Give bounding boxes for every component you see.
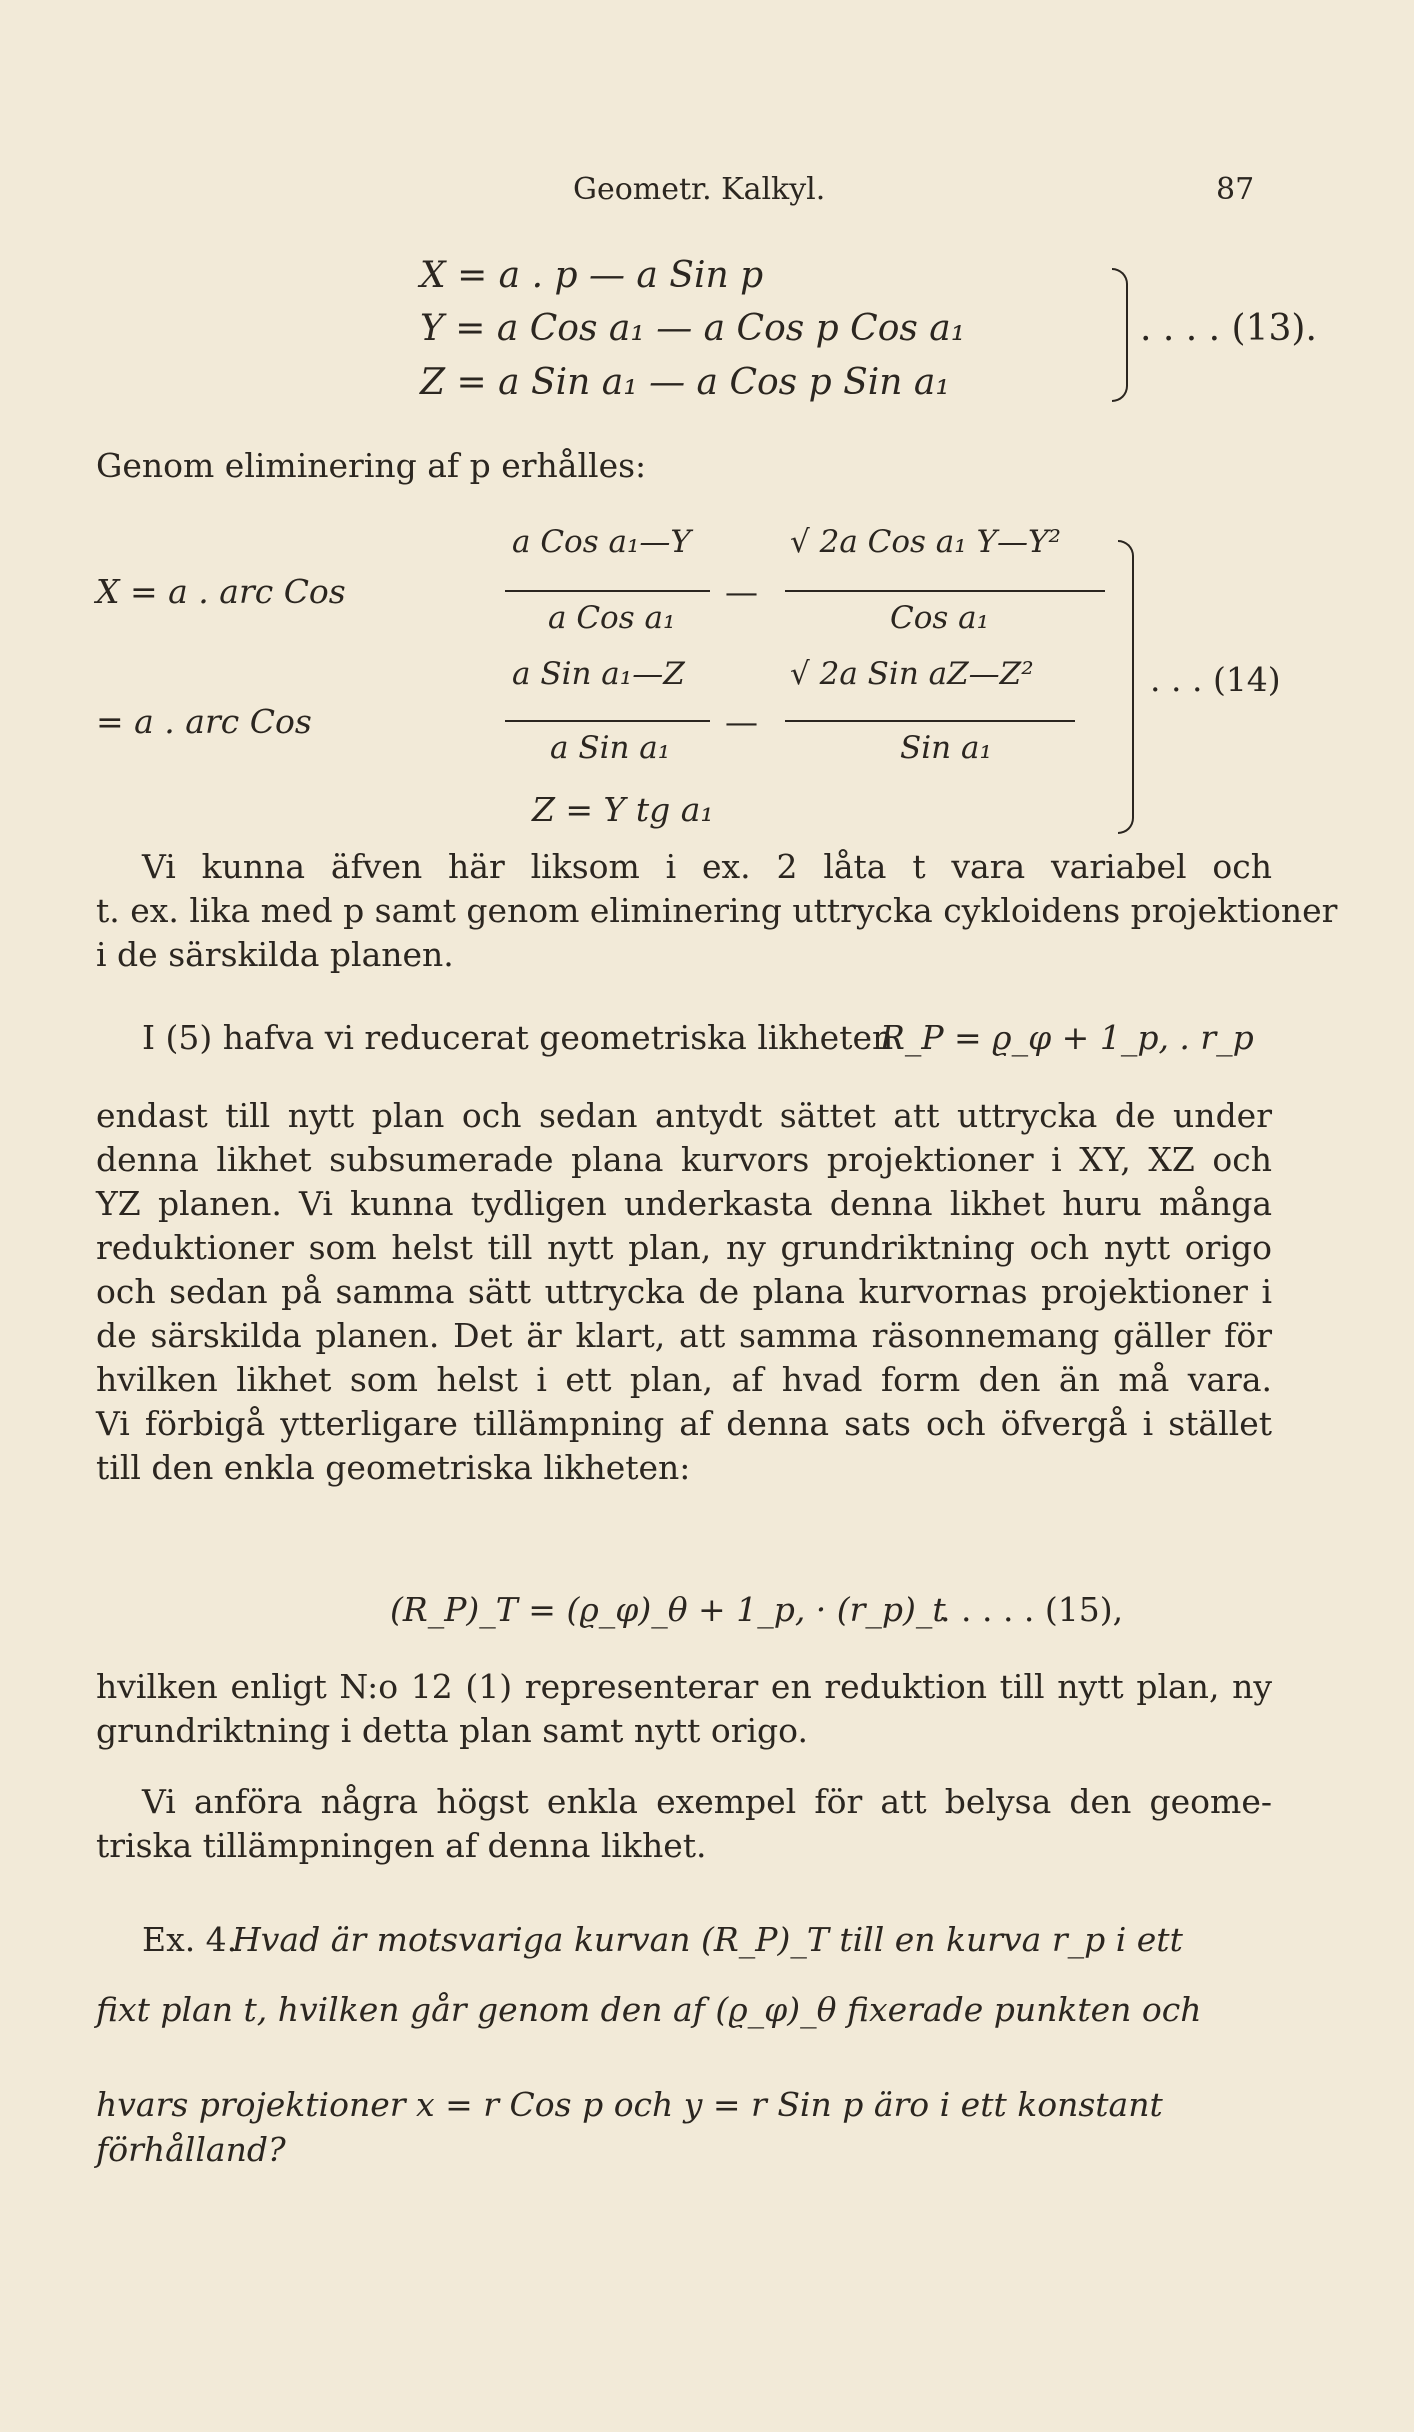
paragraph-1-line-2: t. ex. lika med p samt genom eliminering uttrycka cykloidens projektioner bbox=[96, 891, 1338, 930]
paragraph-3-line: hvilken enligt N:o 12 (1) representerar en reduktion till nytt plan, ny bbox=[96, 1667, 1272, 1706]
paragraph-4-line: triska tillämpningen af denna likhet. bbox=[96, 1826, 707, 1865]
paragraph-2-line: hvilken likhet som helst i ett plan, af hvad form den än må vara. bbox=[96, 1360, 1272, 1399]
example-4-line-3: hvars projektioner x = r Cos p och y = r Sin p äro i ett konstant bbox=[96, 2085, 1163, 2124]
eq13-row1: X = a . p — a Sin p bbox=[420, 255, 764, 296]
paragraph-2-first-line: I (5) hafva vi reducerat geometriska likheten bbox=[142, 1018, 894, 1057]
paragraph-2-line: och sedan på samma sätt uttrycka de plana kurvornas projektioner i bbox=[96, 1272, 1272, 1311]
paragraph-2-line: reduktioner som helst till nytt plan, ny grundriktning och nytt origo bbox=[96, 1228, 1272, 1267]
paragraph-3 bbox=[96, 1665, 1272, 1753]
eq14-row1-den1: a Cos a₁ bbox=[548, 600, 676, 636]
paragraph-1-line-3: i de särskilda planen. bbox=[96, 935, 454, 974]
eq14-row1-fraction-bar1 bbox=[505, 590, 710, 592]
paragraph-2-formula: R_P = ϱ_φ + 1_p, . r_p bbox=[880, 1018, 1254, 1057]
eq14-row2-fraction-bar2 bbox=[785, 720, 1075, 722]
example-4-line-2: fixt plan t, hvilken går genom den af (ϱ_φ)_θ fixerade punkten och bbox=[96, 1990, 1202, 2029]
example-4-label: Ex. 4. bbox=[142, 1920, 238, 1959]
paragraph-4-line: Vi anföra några högst enkla exempel för att belysa den geome- bbox=[142, 1782, 1272, 1821]
eq14-row1-lhs: X = a . arc Cos bbox=[96, 572, 346, 611]
eq14-row1-minus: — bbox=[725, 572, 758, 611]
eq13-tag: . . . . (13). bbox=[1140, 308, 1317, 349]
eq14-row1-den2: Cos a₁ bbox=[890, 600, 990, 636]
eq14-row2-den1: a Sin a₁ bbox=[550, 730, 671, 766]
paragraph-2-line: till den enkla geometriska likheten: bbox=[96, 1448, 691, 1487]
eq14-row2-minus: — bbox=[725, 702, 758, 741]
eq14-tag: . . . (14) bbox=[1150, 660, 1281, 699]
eq14-row1-num1: a Cos a₁—Y bbox=[512, 524, 691, 560]
eq14-row1-fraction-bar2 bbox=[785, 590, 1105, 592]
paragraph-2-line: denna likhet subsumerade plana kurvors projektioner i XY, XZ och bbox=[96, 1140, 1272, 1179]
paragraph-2 bbox=[96, 1094, 1272, 1490]
paragraph-2-line: de särskilda planen. Det är klart, att samma räsonnemang gäller för bbox=[96, 1316, 1272, 1355]
eq13-row3: Z = a Sin a₁ — a Cos p Sin a₁ bbox=[420, 362, 950, 403]
eq14-row2-den2: Sin a₁ bbox=[900, 730, 992, 766]
page-number: 87 bbox=[1216, 172, 1255, 207]
running-title: Geometr. Kalkyl. bbox=[573, 172, 826, 207]
eq15-formula: (R_P)_T = (ϱ_φ)_θ + 1_p, · (r_p)_t bbox=[390, 1590, 946, 1629]
intro-line: Genom eliminering af p erhålles: bbox=[96, 446, 647, 485]
eq14-row2-num2: √ 2a Sin aZ—Z² bbox=[790, 656, 1034, 692]
example-4-line-4: förhålland? bbox=[96, 2130, 286, 2169]
eq13-row2: Y = a Cos a₁ — a Cos p Cos a₁ bbox=[420, 308, 966, 349]
eq14-row3: Z = Y tg a₁ bbox=[532, 790, 714, 829]
paragraph-2-line: endast till nytt plan och sedan antydt sättet att uttrycka de under bbox=[96, 1096, 1272, 1135]
eq14-row2-fraction-bar1 bbox=[505, 720, 710, 722]
paragraph-1 bbox=[96, 845, 1338, 977]
eq14-row2-num1: a Sin a₁—Z bbox=[512, 656, 685, 692]
paragraph-2-line: YZ planen. Vi kunna tydligen underkasta denna likhet huru många bbox=[96, 1184, 1272, 1223]
eq14-row2-lhs: = a . arc Cos bbox=[96, 702, 312, 741]
paragraph-1-line-1: Vi kunna äfven här liksom i ex. 2 låta t vara variabel och bbox=[142, 847, 1272, 886]
eq15-tag: . . . . . (15), bbox=[940, 1590, 1124, 1629]
eq14-row1-num2: √ 2a Cos a₁ Y—Y² bbox=[790, 524, 1061, 560]
example-4-line-1: Hvad är motsvariga kurvan (R_P)_T till en kurva r_p i ett bbox=[232, 1920, 1183, 1959]
paragraph-4 bbox=[96, 1780, 1272, 1868]
paragraph-2-line: Vi förbigå ytterligare tillämpning af denna sats och öfvergå i stället bbox=[96, 1404, 1272, 1443]
eq13-brace bbox=[1112, 268, 1128, 402]
eq14-brace bbox=[1118, 540, 1134, 834]
paragraph-3-line: grundriktning i detta plan samt nytt origo. bbox=[96, 1711, 808, 1750]
